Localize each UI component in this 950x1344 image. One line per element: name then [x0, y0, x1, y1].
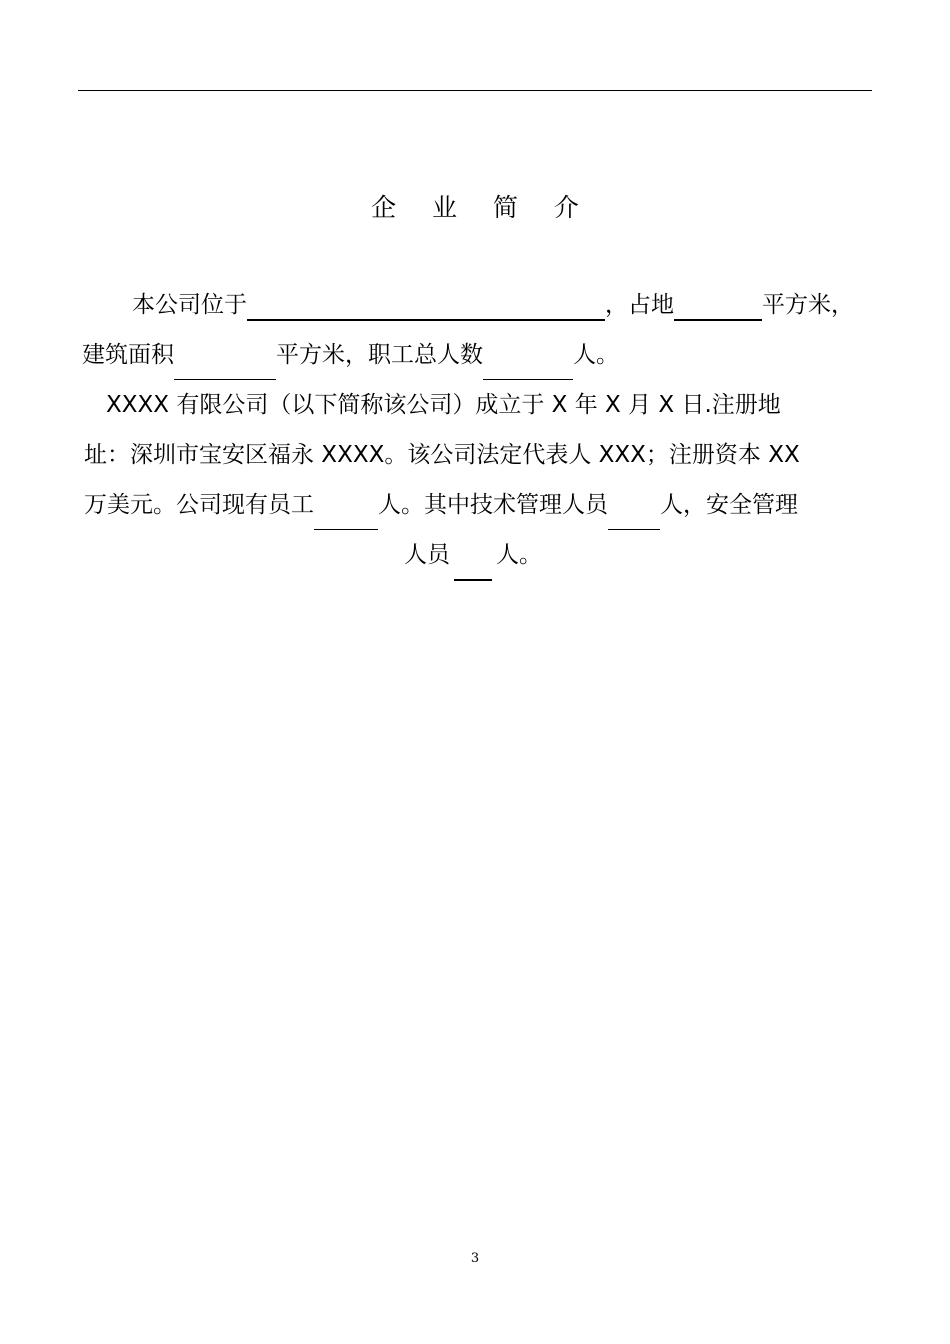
para2-line1	[106, 389, 781, 421]
page-number: 3	[470, 1251, 480, 1266]
page-title: 企 业 简 介	[371, 193, 593, 222]
para1-text: ，占地	[605, 292, 674, 318]
para1-text: 本公司位于	[132, 292, 247, 318]
tech-staff-blank	[608, 498, 660, 530]
para1-text: 人。	[573, 342, 619, 368]
para2-text: XXXX 有限公司（以下简称该公司）成立于 X 年 X 月 X 日.注册地	[106, 392, 781, 418]
safety-staff-blank	[454, 549, 492, 581]
para2-line4	[404, 539, 542, 581]
land-area-blank	[674, 289, 762, 321]
para1-text: 平方米，	[762, 292, 854, 318]
staff-count-blank	[483, 348, 573, 380]
para2-text: 人。其中技术管理人员	[378, 492, 608, 518]
para2-line3	[84, 489, 798, 530]
para2-text: 址：深圳市宝安区福永 XXXX。该公司法定代表人 XXX；注册资本 XX	[84, 442, 800, 468]
para2-text: 人，安全管理	[660, 492, 798, 518]
para1-text: 建筑面积	[82, 342, 174, 368]
para2-text: 人。	[496, 542, 542, 568]
para1-line1	[132, 289, 854, 321]
para2-line2	[84, 439, 800, 471]
header-rule	[78, 90, 872, 91]
para1-text: 平方米，职工总人数	[276, 342, 483, 368]
para1-line2	[82, 339, 619, 380]
para2-text: 万美元。公司现有员工	[84, 492, 314, 518]
address-blank	[247, 289, 605, 321]
para2-text: 人员	[404, 542, 450, 568]
building-area-blank	[174, 348, 276, 380]
employee-count-blank	[314, 498, 378, 530]
